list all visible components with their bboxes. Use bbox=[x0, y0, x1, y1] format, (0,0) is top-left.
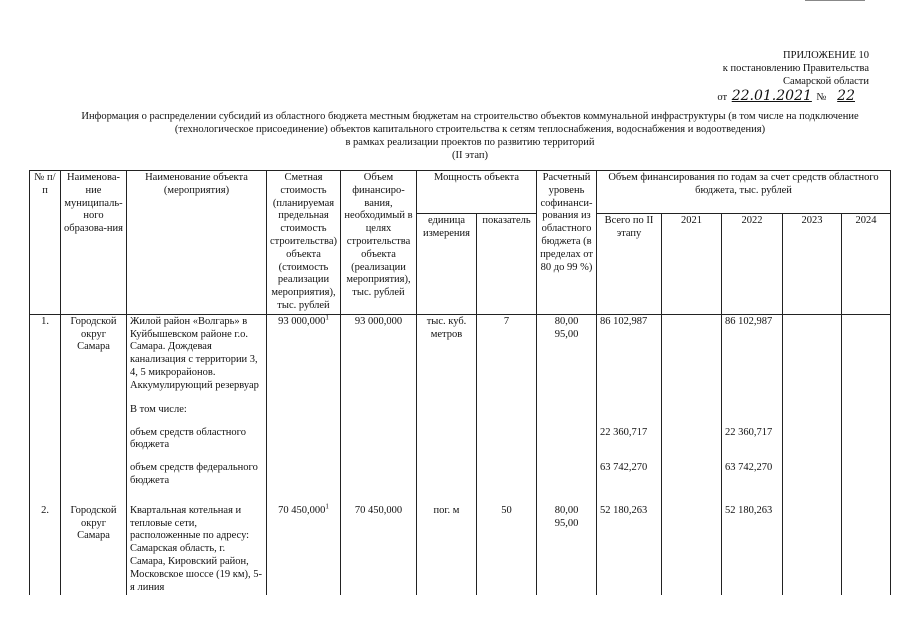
row-estimated-cost bbox=[267, 314, 341, 393]
header-year-2023: 2023 bbox=[783, 213, 842, 314]
decree-date: 22.01.2021 bbox=[731, 88, 812, 105]
row-unit: тыс. куб. метров bbox=[417, 314, 477, 393]
row-num: 2. bbox=[30, 489, 61, 596]
row-year-2021 bbox=[662, 489, 722, 596]
row-year-2022: 86 102,987 bbox=[722, 314, 783, 393]
cofinancing-min: 80,00 bbox=[554, 315, 579, 327]
row-indicator: 50 bbox=[477, 489, 537, 596]
row-year-2022: 52 180,263 bbox=[722, 489, 783, 596]
row-municipality: Городской округ Самара bbox=[61, 489, 127, 596]
estimated-cost-value: 93 000,000 bbox=[278, 315, 326, 327]
regional-budget-total: 22 360,717 bbox=[597, 418, 662, 454]
header-cofinancing: Расчетный уровень софинанси-рования из областного бюджета (в пределах от 80 до 99 %) bbox=[537, 171, 597, 315]
header-financing-volume: Объем финансиро-вания, необходимый в целях строительства объекта (реализации мероприятия), тыс. рублей bbox=[341, 171, 417, 315]
appendix-date-line bbox=[629, 88, 869, 106]
header-object: Наименование объекта (мероприятия) bbox=[127, 171, 267, 315]
decree-number: 22 bbox=[837, 88, 855, 105]
title-line-3: в рамках реализации проектов по развитию территорий bbox=[345, 137, 595, 149]
regional-budget-2022: 22 360,717 bbox=[722, 418, 783, 454]
header-municipality: Наименова-ние муниципаль-ного образова-ния bbox=[61, 171, 127, 315]
row-municipality: Городской округ Самара bbox=[61, 314, 127, 393]
row-year-2023 bbox=[783, 314, 842, 393]
regional-budget-label: объем средств областного бюджета bbox=[127, 418, 267, 454]
header-capacity: Мощность объекта bbox=[417, 171, 537, 214]
header-indicator: показатель bbox=[477, 213, 537, 314]
row-year-2024 bbox=[842, 314, 891, 393]
header-year-2022: 2022 bbox=[722, 213, 783, 314]
table-row bbox=[30, 453, 891, 489]
from-label: от bbox=[717, 92, 728, 104]
footnote-mark: 1 bbox=[325, 313, 329, 322]
appendix-decree: к постановлению Правительства bbox=[722, 63, 869, 75]
scan-edge-line bbox=[805, 0, 865, 1]
row-object: Квартальная котельная и тепловые сети, расположенные по адресу: Самарская область, г. Самара, Кировский район, Московское шоссе (19 км), 5-я линия bbox=[127, 489, 267, 596]
row-total: 86 102,987 bbox=[597, 314, 662, 393]
row-object: Жилой район «Волгарь» в Куйбышевском районе г.о. Самара. Дождевая канализация с территории 3, 4, 5 микрорайонов. Аккумулирующий резервуар bbox=[127, 314, 267, 393]
header-year-2021: 2021 bbox=[662, 213, 722, 314]
row-financing-volume: 93 000,000 bbox=[341, 314, 417, 393]
subsidy-table bbox=[29, 170, 891, 595]
row-financing-volume: 70 450,000 bbox=[341, 489, 417, 596]
header-unit: единица измерения bbox=[417, 213, 477, 314]
title-line-1: Информация о распределении субсидий из областного бюджета местным бюджетам на строительство объектов коммунальной инфраструктуры (в том числе на подключение bbox=[81, 111, 859, 122]
row-total: 52 180,263 bbox=[597, 489, 662, 596]
header-num: № п/п bbox=[30, 171, 61, 315]
cofinancing-min: 80,00 bbox=[554, 504, 579, 516]
row-num: 1. bbox=[30, 314, 61, 393]
title-line-4: (II этап) bbox=[452, 150, 488, 162]
header-estimated-cost: Сметная стоимость (планируемая предельная стоимость строительства) объекта (стоимость реализации мероприятия), тыс. рублей bbox=[267, 171, 341, 315]
federal-budget-total: 63 742,270 bbox=[597, 453, 662, 489]
row-cofinancing bbox=[537, 489, 597, 596]
footnote-mark: 1 bbox=[325, 502, 329, 511]
row-unit: пог. м bbox=[417, 489, 477, 596]
header-financing-by-years: Объем финансирования по годам за счет средств областного бюджета, тыс. рублей bbox=[597, 171, 891, 214]
appendix-header bbox=[629, 49, 869, 106]
document-title bbox=[60, 110, 880, 163]
including-label: В том числе: bbox=[127, 394, 267, 418]
row-year-2021 bbox=[662, 314, 722, 393]
header-total: Всего по II этапу bbox=[597, 213, 662, 314]
number-label: № bbox=[816, 92, 827, 104]
federal-budget-label: объем средств федерального бюджета bbox=[127, 453, 267, 489]
table-row bbox=[30, 314, 891, 393]
appendix-region: Самарской области bbox=[783, 76, 869, 88]
table-row bbox=[30, 394, 891, 418]
row-year-2023 bbox=[783, 489, 842, 596]
appendix-title: ПРИЛОЖЕНИЕ 10 bbox=[783, 50, 869, 61]
table-row bbox=[30, 418, 891, 454]
estimated-cost-value: 70 450,000 bbox=[278, 504, 326, 516]
federal-budget-2022: 63 742,270 bbox=[722, 453, 783, 489]
cofinancing-max: 95,00 bbox=[554, 328, 579, 340]
title-line-2: (технологическое присоединение) объектов капитального строительства к сетям теплоснабжения, водоснабжения и водоотведения) bbox=[174, 124, 766, 136]
row-year-2024 bbox=[842, 489, 891, 596]
cofinancing-max: 95,00 bbox=[554, 517, 579, 529]
header-year-2024: 2024 bbox=[842, 213, 891, 314]
row-indicator: 7 bbox=[477, 314, 537, 393]
row-cofinancing bbox=[537, 314, 597, 393]
table-row bbox=[30, 489, 891, 596]
row-estimated-cost bbox=[267, 489, 341, 596]
